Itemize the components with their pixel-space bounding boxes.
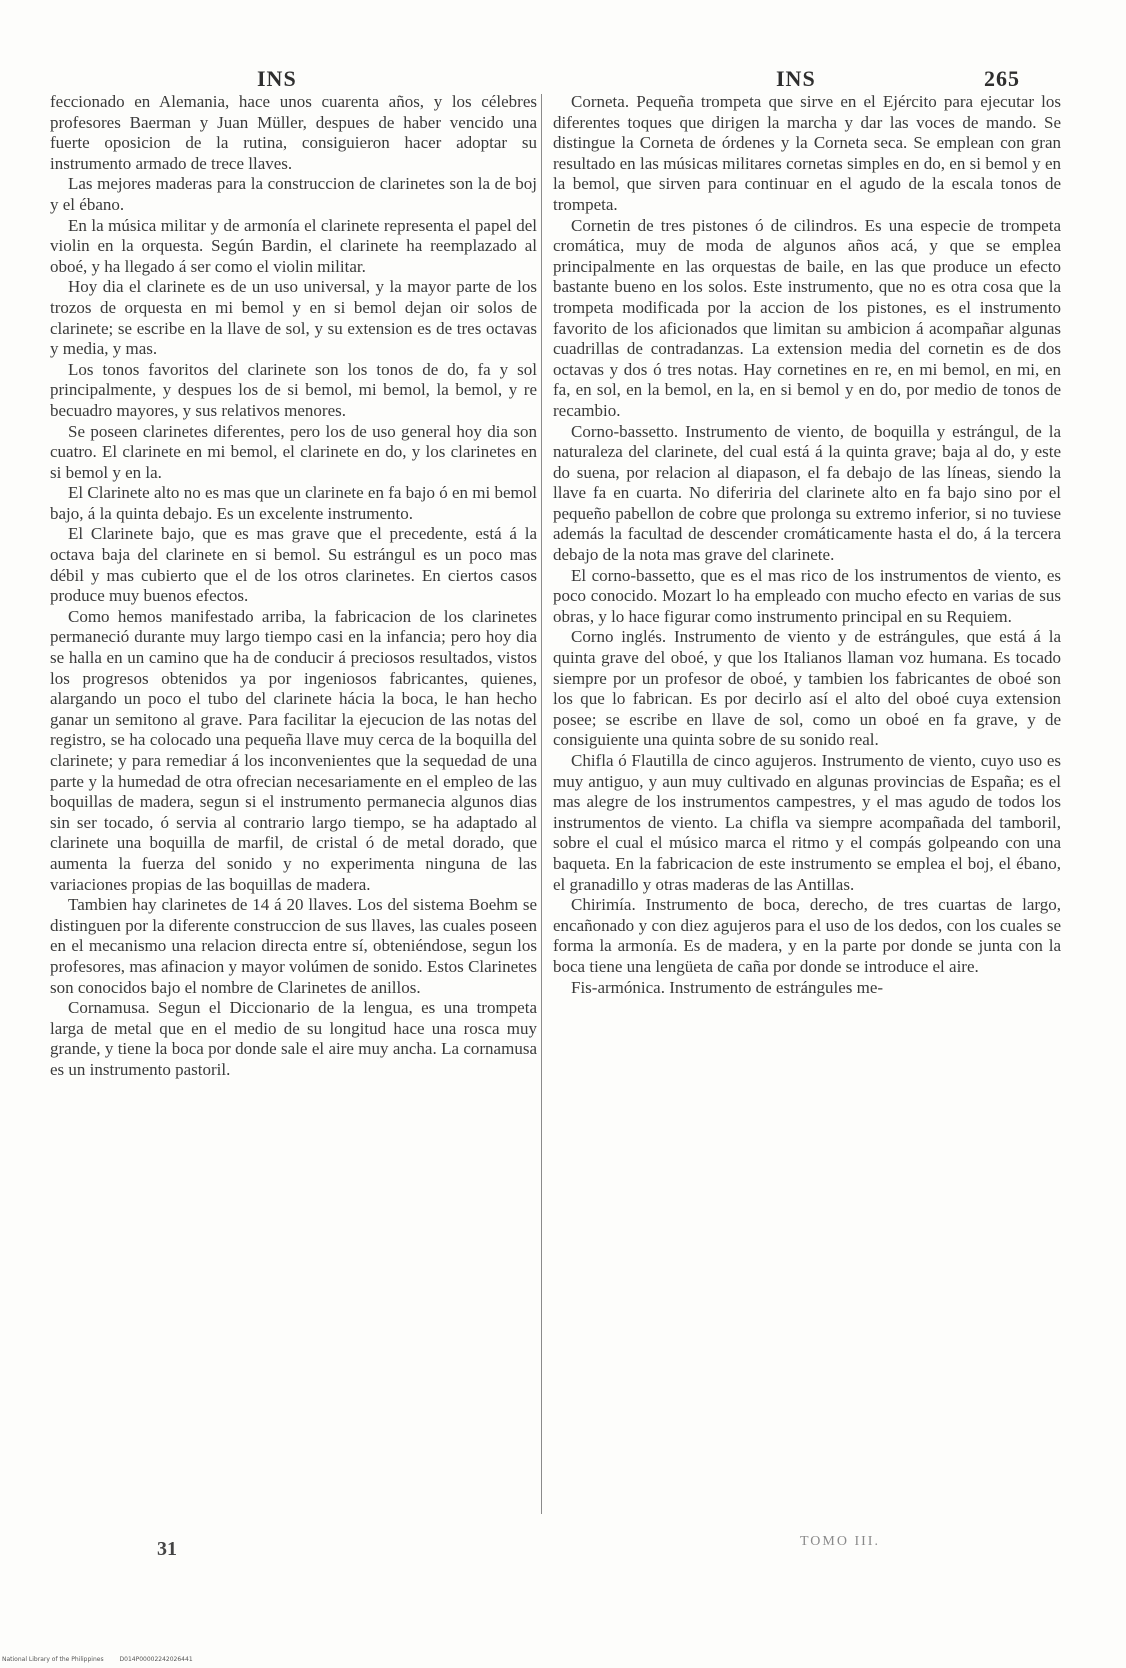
paragraph: feccionado en Alemania, hace unos cuarenta años, y los célebres profesores Baerman y Juan Müller, despues de haber vencido una fuerte oposicion de la rutina, consiguieron hacer adoptar su instrumento armado de trece llaves. <box>50 92 537 173</box>
paragraph: Los tonos favoritos del clarinete son los tonos de do, fa y sol principalmente, y despues los de si bemol, mi bemol, la bemol, y re becuadro mayores, y sus relativos menores. <box>50 359 537 420</box>
entry-chifla: Chifla ó Flautilla de cinco agujeros. Instrumento de viento, cuyo uso es muy antiguo, y aun muy cultivado en algunas provincias de España; es el mas alegre de los instrumentos campestres, y el mas agudo de todos los instrumentos de viento. La chifla va siempre acompañada del tamboril, sobre el cual el músico marca el ritmo y el compás golpeando con una baqueta. En la fabricacion de este instrumento se emplea el boj, el ébano, el granadillo y otras maderas de las Antillas. <box>553 751 1061 894</box>
paragraph: En la música militar y de armonía el clarinete representa el papel del violin en la orquesta. Según Bardin, el clarinete ha reemplazado al oboé, y ha llegado á ser como el violin militar. <box>50 215 537 276</box>
footer-library: National Library of the Philippines <box>2 1656 104 1663</box>
paragraph: El corno-bassetto, que es el mas rico de los instrumentos de viento, es poco conocido. Mozart lo ha empleado con mucho efecto en varias de sus obras, y lo hace figurar como instrumento principal en su Requiem. <box>553 565 1061 626</box>
entry-corno-bassetto: Corno-bassetto. Instrumento de viento, de boquilla y estrángul, de la naturaleza del clarinete, del cual está á la quinta grave; baja al do, y este do suena, por relacion al diapason, el fa debajo de las líneas, siendo la llave fa en cuarta. No diferiria del clarinete alto en fa bajo sino por el pequeño pabellon de cobre que prolonga su extremo inferior, si no tuviese además la facultad de descender cromáticamente hasta el do, á la tercera debajo de la nota mas grave del clarinete. <box>553 421 1061 565</box>
entry-cornamusa: Cornamusa. Segun el Diccionario de la lengua, es una trompeta larga de metal que en el medio de su longitud hace una rosca muy grande, y tiene la boca por donde sale el aire muy ancha. La cornamusa es un instrumento pastoril. <box>50 998 537 1079</box>
page-number: 265 <box>984 66 1020 91</box>
entry-cornetin: Cornetin de tres pistones ó de cilindros. Es una especie de trompeta cromática, muy de moda de algunos años acá, y que se emplea principalmente en las orquestas de baile, en las que produce un efecto bastante bueno en los solos. Este instrumento, que no es otra cosa que la trompeta modificada por la accion de los pistones, es el instrumento favorito de los aficionados que limitan su ambicion á acompañar algunas cuadrillas de contradanzas. La extension media del cornetin es de dos octavas y dos ó tres notas. Hay cornetines en re, en mi bemol, en mi, en fa, en sol, en la bemol, en la, en si bemol y en do, por medio de tonos de recambio. <box>553 215 1061 420</box>
running-head-right: INS <box>776 66 816 91</box>
entry-corneta: Corneta. Pequeña trompeta que sirve en el Ejército para ejecutar los diferentes toques que dirigen la marcha y dar las voces de mando. Se distingue la Corneta de órdenes y la Corneta seca. Se emplean con gran resultado en las músicas militares cornetas simples en do, en si bemol y en la bemol, que sirven para continuar en el agudo de la escala tonos de trompeta. <box>553 92 1061 214</box>
paragraph: Hoy dia el clarinete es de un uso universal, y la mayor parte de los trozos de orquesta en mi bemol y en si bemol dejan oir solos de clarinete; se escribe en la llave de sol, y su extension es de tres octavas y media, y mas. <box>50 277 537 359</box>
entry-fis-armonica: Fis-armónica. Instrumento de estrángules me- <box>571 977 884 997</box>
footer-credit <box>2 1656 207 1663</box>
paragraph: Las mejores maderas para la construccion de clarinetes son la de boj y el ébano. <box>50 174 537 214</box>
column-divider <box>541 94 542 1514</box>
left-column <box>50 92 537 1081</box>
running-head-left: INS <box>257 66 297 91</box>
right-column <box>553 92 1061 998</box>
paragraph: Tambien hay clarinetes de 14 á 20 llaves. Los del sistema Boehm se distinguen por la diferente construccion de sus llaves, las cuales poseen en el mecanismo una relacion directa entre sí, obteniéndose, segun los profesores, mas afinacion y mayor volúmen de sonido. Estos Clarinetes son conocidos bajo el nombre de Clarinetes de anillos. <box>50 895 537 997</box>
footer-id: D014P00002242026441 <box>119 1656 193 1663</box>
entry-corno-ingles: Corno inglés. Instrumento de viento y de estrángules, que está á la quinta grave del oboé, y que los Italianos llaman voz humana. Es tocado siempre por un profesor de oboé, y tambien los fabricantes de oboé son los que lo fabrican. Es por decirlo así el alto del oboé cuya extension posee; se escribe en llave de sol, como un oboé en fa grave, y de consiguiente una quinta sobre de su sonido real. <box>553 627 1061 750</box>
entry-chirimia: Chirimía. Instrumento de boca, derecho, de tres cuartas de largo, encañonado y con diez agujeros para el uso de los dedos, con los cuales se forma la armonía. Es de madera, y en la parte por donde se junta con la boca tiene una lengüeta de caña por donde se introduce el aire. <box>553 895 1061 976</box>
volume-mark: TOMO III. <box>800 1534 880 1549</box>
paragraph: Como hemos manifestado arriba, la fabricacion de los clarinetes permaneció durante muy largo tiempo casi en la infancia; pero hoy dia se halla en un camino que ha de conducir á preciosos resultados, vistos los progresos obtenidos ya por ingeniosos fabricantes, quienes, alargando un poco el tubo del clarinete hácia la boca, le han hecho ganar un semitono al grave. Para facilitar la ejecucion de las notas del registro, se ha colocado una pequeña llave muy cerca de la boquilla del clarinete; y para remediar á los inconvenientes que la sequedad de una parte y la humedad de otra ofrecian necesariamente en el empleo de las boquillas de madera, segun si el instrumento permanecia algunos dias sin ser tocado, ó servia al contrario largo tiempo, se ha adaptado al clarinete una boquilla de marfil, de cristal ó de metal dorado, que aumenta la fuerza del sonido y no experimenta ninguna de las variaciones propias de las boquillas de madera. <box>50 606 537 894</box>
paragraph: Se poseen clarinetes diferentes, pero los de uso general hoy dia son cuatro. El clarinete en mi bemol, el clarinete en do, y los clarinetes en si bemol y en la. <box>50 421 537 482</box>
paragraph: El Clarinete alto no es mas que un clarinete en fa bajo ó en mi bemol bajo, á la quinta debajo. Es un excelente instrumento. <box>50 483 537 523</box>
paragraph: El Clarinete bajo, que es mas grave que el precedente, está á la octava baja del clarinete en si bemol. Su estrángul es un poco mas débil y mas cubierto que el de los otros clarinetes. En ciertos casos produce muy buenos efectos. <box>50 524 537 606</box>
signature-mark: 31 <box>157 1538 177 1560</box>
